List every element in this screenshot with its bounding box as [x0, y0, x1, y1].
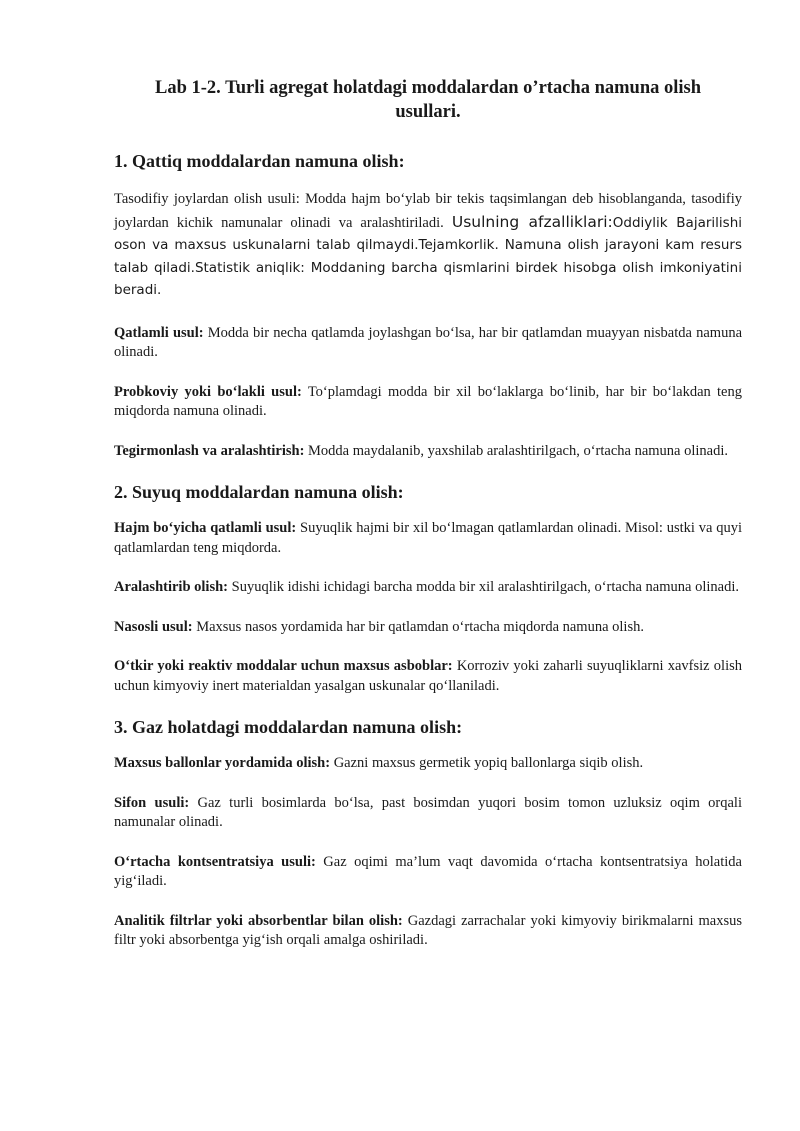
- method-label: Tegirmonlash va aralashtirish:: [114, 442, 305, 459]
- method-label: Nasosli usul:: [114, 618, 193, 635]
- method-text: Korroziv yoki zaharli suyuqliklarni xavfsiz olish uchun kimyoviy inert materialdan yasalgan uskunalar qo‘llaniladi.: [114, 658, 742, 694]
- method-text: Gazdagi zarrachalar yoki kimyoviy birikmalarni maxsus filtr yoki absorbentga yig‘ish orqali amalga oshiriladi.: [114, 912, 742, 948]
- method-text: Gaz oqimi ma’lum vaqt davomida o‘rtacha kontsentratsiya holatida yig‘iladi.: [114, 853, 742, 889]
- intro-paragraph: [114, 188, 742, 302]
- method-paragraph: [114, 657, 742, 696]
- method-paragraph: [114, 578, 742, 598]
- method-paragraph: [114, 519, 742, 558]
- section-heading-solid: 1. Qattiq moddalardan namuna olish:: [114, 151, 405, 171]
- method-paragraph: [114, 754, 742, 774]
- method-label: Qatlamli usul:: [114, 324, 204, 341]
- intro-text-part-3: Oddiylik Bajarilishi oson va maxsus uskunalarni talab qilmaydi.Tejamkorlik. Namuna olish jarayoni kam resurs talab qiladi.Statistik aniqlik: Moddaning barcha qismlarini birdek hisobga olish imkoniyatini beradi.: [114, 214, 742, 298]
- method-label: Probkoviy yoki bo‘lakli usul:: [114, 383, 302, 400]
- document-page: [114, 76, 742, 971]
- method-label: Analitik filtrlar yoki absorbentlar bilan olish:: [114, 912, 403, 929]
- method-paragraph: [114, 383, 742, 422]
- method-label: Sifon usuli:: [114, 794, 190, 811]
- method-text: Modda bir necha qatlamda joylashgan bo‘lsa, har bir qatlamdan muayyan nisbatda namuna olinadi.: [114, 324, 743, 360]
- method-paragraph: [114, 442, 742, 462]
- document-title: [114, 76, 742, 124]
- method-label: Aralashtirib olish:: [114, 579, 228, 595]
- method-paragraph: [114, 853, 742, 892]
- method-text: Modda maydalanib, yaxshilab aralashtirilgach, o‘rtacha namuna olinadi.: [304, 442, 728, 459]
- title-line-2: usullari.: [395, 102, 461, 122]
- method-text: Suyuqlik hajmi bir xil bo‘lmagan qatlamlardan olinadi. Misol: ustki va quyi qatlamlardan teng miqdorda.: [114, 520, 743, 556]
- method-label: O‘tkir yoki reaktiv moddalar uchun maxsus asboblar:: [114, 658, 453, 674]
- method-text: Maxsus nasos yordamida har bir qatlamdan o‘rtacha miqdorda namuna olish.: [192, 618, 644, 635]
- method-paragraph: [114, 324, 742, 363]
- method-paragraph: [114, 618, 742, 638]
- method-label: O‘rtacha kontsentratsiya usuli:: [114, 853, 316, 870]
- method-text: Suyuqlik idishi ichidagi barcha modda bir xil aralashtirilgach, o‘rtacha namuna olinadi.: [228, 579, 739, 595]
- title-line-1: Lab 1-2. Turli agregat holatdagi moddalardan o’rtacha namuna olish: [154, 78, 701, 98]
- method-text: Gazni maxsus germetik yopiq ballonlarga siqib olish.: [330, 755, 644, 771]
- method-text: Gaz turli bosimlarda bo‘lsa, past bosimdan yuqori bosim tomon uzluksiz oqim orqali namunalar olinadi.: [114, 794, 742, 830]
- intro-advantages-label: Usulning afzalliklari:: [451, 212, 613, 231]
- section-heading-gas: 3. Gaz holatdagi moddalardan namuna olish:: [114, 717, 463, 737]
- method-paragraph: [114, 912, 742, 951]
- intro-text-part-1: Tasodifiy joylardan olish usuli: Modda hajm bo‘ylab bir tekis taqsimlangan deb hisoblanganda, tasodifiy joylardan kichik namunalar olinadi va aralashtiriladi.: [114, 191, 742, 231]
- method-label: Maxsus ballonlar yordamida olish:: [114, 755, 331, 771]
- section-heading-liquid: 2. Suyuq moddalardan namuna olish:: [114, 482, 404, 502]
- method-paragraph: [114, 794, 742, 833]
- method-label: Hajm bo‘yicha qatlamli usul:: [114, 520, 297, 536]
- method-text: To‘plamdagi modda bir xil bo‘laklarga bo‘linib, har bir bo‘lakdan teng miqdorda namuna olinadi.: [114, 383, 742, 419]
